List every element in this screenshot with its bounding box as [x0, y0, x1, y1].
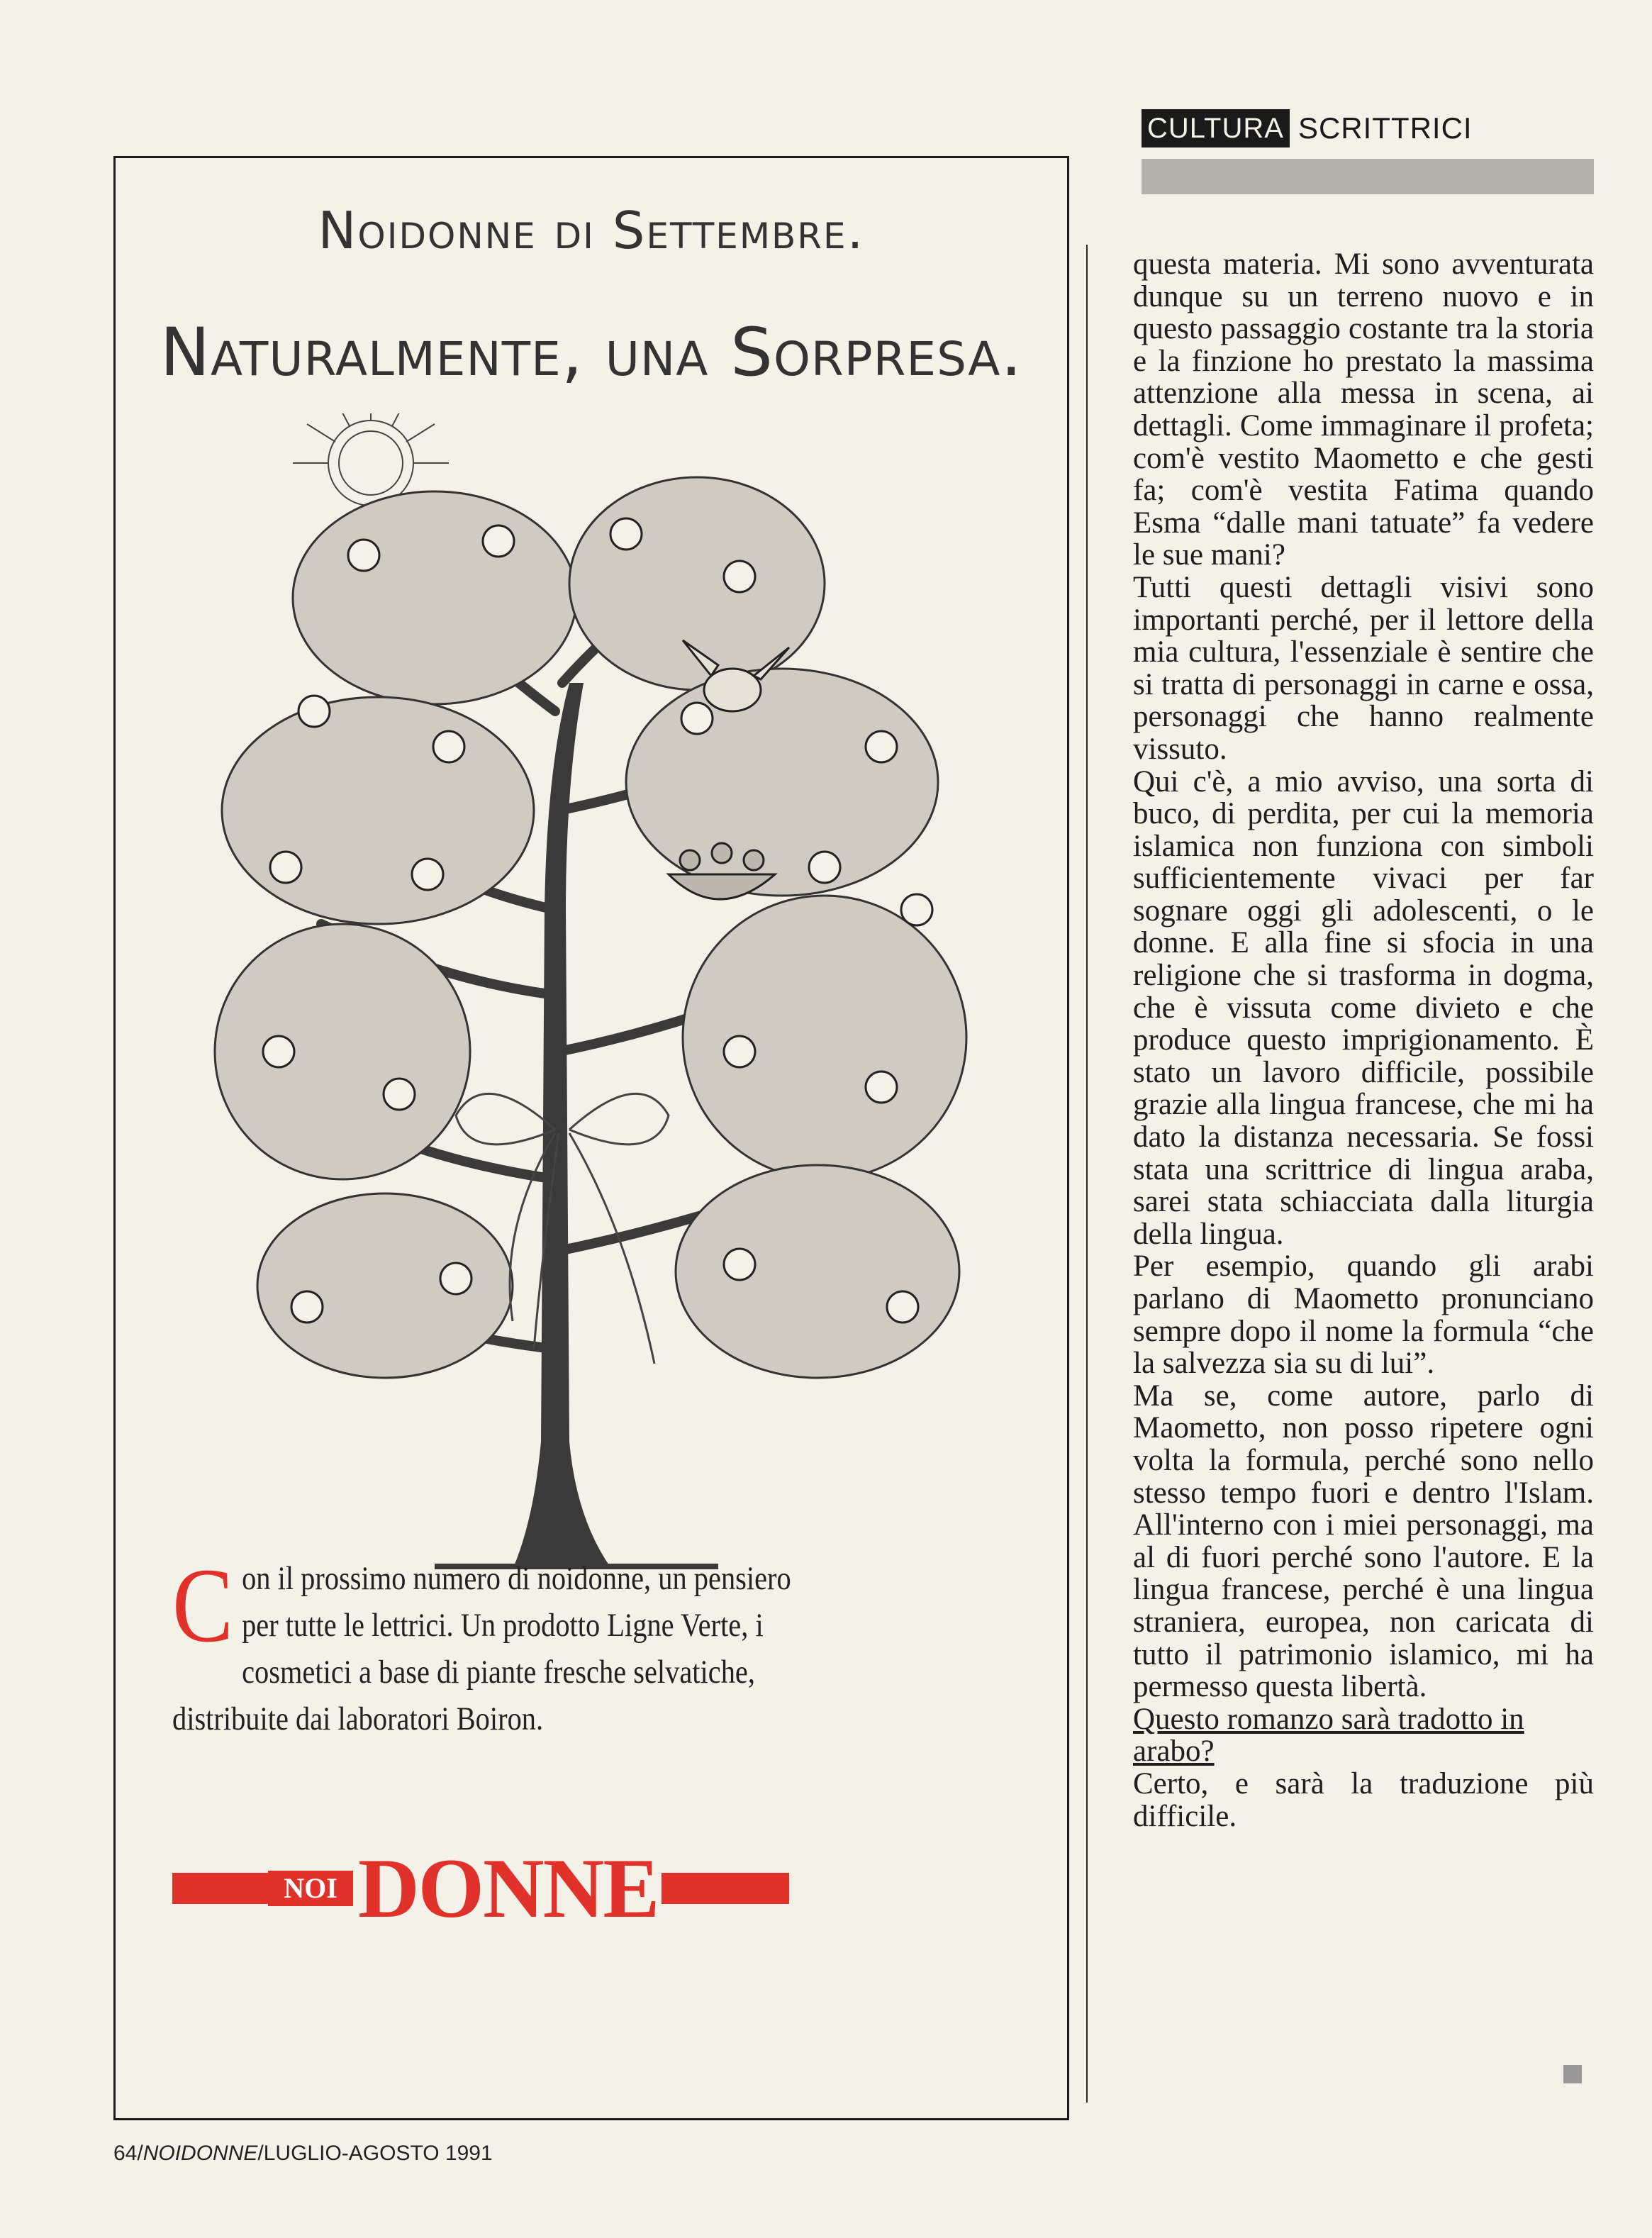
article-column — [1133, 248, 1594, 1832]
page-number: 64/ — [113, 2142, 143, 2165]
ad-copy-drop-cap: C — [172, 1547, 234, 1664]
end-of-article-square-icon — [1563, 2065, 1582, 2083]
page-folio — [113, 2142, 493, 2166]
logo-donne: DONNE — [358, 1841, 659, 1935]
issue-date: /LUGLIO-AGOSTO 1991 — [257, 2142, 493, 2165]
article-paragraph: Per esempio, quando gli arabi parlano di Maometto pronunciano sempre dopo il nome la formula “che la salvezza sia su di lui”. — [1133, 1249, 1594, 1381]
ad-copy-text: on il prossimo numero di noidonne, un pensiero per tutte le lettrici. Un prodotto Ligne Verte, i cosmetici a base di piante fresche selvatiche, distribuite dai laboratori Boiron. — [172, 1560, 791, 1737]
article-paragraph: questa materia. Mi sono avventurata dunque su un terreno nuovo e in questo passaggio costante tra la storia e la finzione ho prestato la massima attenzione alla messa in scena, ai dettagli. Come immaginare il profeta; com'è vestito Maometto e che gesti fa; com'è vestita Fatima quando Esma “dalle mani tatuate” fa vedere le sue mani? — [1133, 247, 1594, 572]
article-paragraph: Tutti questi dettagli visivi sono importanti perché, per il lettore della mia cultura, l'essenziale è sentire che si tratta di personaggi in carne e ossa, personaggi che hanno realmente vissuto. — [1133, 570, 1594, 766]
ad-headline-2: Naturalmente, una Sorpresa. — [160, 314, 1023, 391]
noidonne-logo — [172, 1841, 789, 1935]
subsection-label: SCRITTRICI — [1297, 111, 1473, 145]
tree-illustration — [201, 413, 981, 1569]
advertisement-box — [113, 156, 1069, 2120]
ad-copy — [172, 1547, 794, 1742]
interview-question: Questo romanzo sarà tradotto in arabo? — [1133, 1702, 1524, 1769]
magazine-name: NOIDONNE — [143, 2142, 258, 2165]
logo-noi: NOI — [268, 1871, 353, 1906]
article-paragraph: Ma se, come autore, parlo di Maometto, non posso ripetere ogni volta la formula, perché sono nello stesso tempo fuori e dentro l'Islam. All'interno con i miei personaggi, ma al di fuori perché sono l'autore. E la lingua francese, perché è una lingua straniera, europea, non caricata di tutto il patrimonio islamico, mi ha permesso questa libertà. — [1133, 1379, 1594, 1704]
header-gray-bar — [1142, 159, 1594, 194]
section-label: CULTURA — [1142, 109, 1290, 147]
column-rule — [1086, 245, 1088, 2103]
ad-headline-1: Noidonne di Settembre. — [318, 201, 865, 260]
article-paragraph: Qui c'è, a mio avviso, una sorta di buco, di perdita, per cui la memoria islamica non funziona con simboli sufficientemente vivaci per far sognare oggi gli adolescenti, o le donne. E alla fine si sfocia in una religione che si trasforma in dogma, che è vissuta come divieto e che produce questo imprigionamento. È stato un lavoro difficile, possibile grazie alla lingua francese, che mi ha dato la distanza necessaria. Se fossi stata una scrittrice di lingua araba, sarei stata schiacciata dalla liturgia della lingua. — [1133, 764, 1594, 1251]
interview-answer: Certo, e sarà la traduzione più difficile. — [1133, 1766, 1594, 1833]
section-header — [1142, 106, 1473, 150]
logo-bar-right — [662, 1873, 789, 1904]
logo-bar-left — [172, 1873, 272, 1904]
